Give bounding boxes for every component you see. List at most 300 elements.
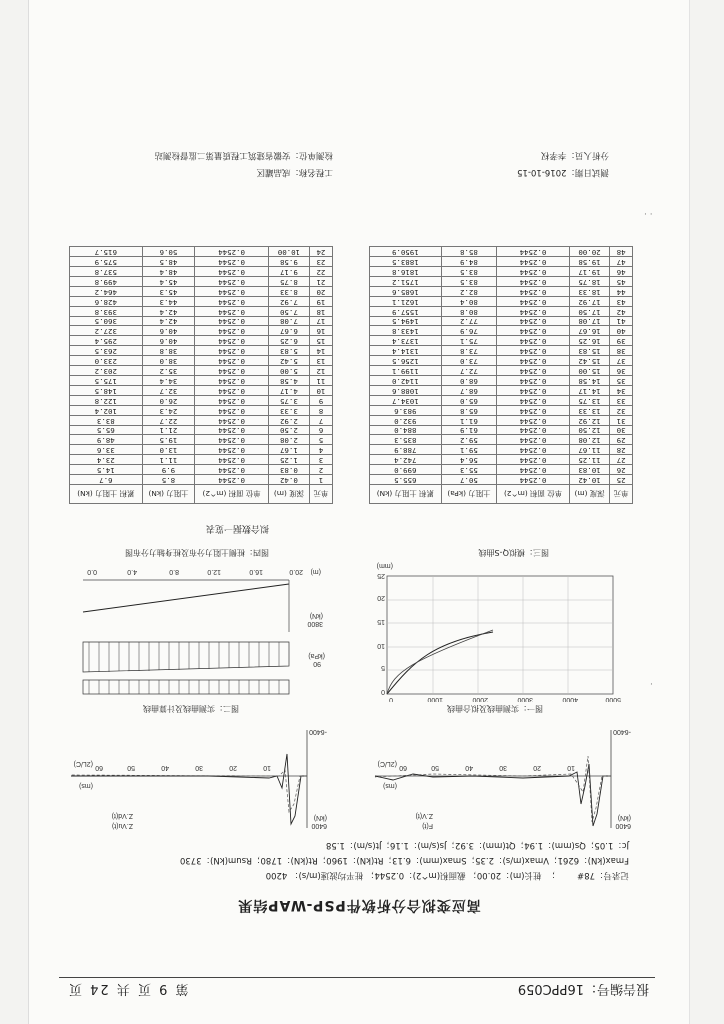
table-cell: 16.67 (569, 326, 609, 336)
table-cell: 10 (309, 385, 332, 395)
table-cell: 37 (610, 356, 633, 366)
table-cell: 84.9 (441, 257, 497, 267)
table-row (70, 366, 333, 376)
dist-side-max: 90 (313, 660, 321, 667)
table-cell: 0.2544 (195, 445, 269, 455)
dist-depth-1: 4.0 (127, 568, 137, 575)
table-cell: 6.25 (268, 336, 309, 346)
table-cell: 23 (309, 257, 332, 267)
table-cell: 17.92 (569, 296, 609, 306)
table-cell: 0.2544 (195, 247, 269, 257)
table-cell: 742.4 (370, 455, 442, 465)
table-cell: 32.7 (142, 385, 195, 395)
table-cell: 80.4 (441, 296, 497, 306)
table-cell: 45 (610, 276, 633, 286)
table-row (370, 425, 633, 435)
table-cell: 0.2544 (497, 395, 570, 405)
table-cell: 9 (309, 395, 332, 405)
table-cell: 2.92 (268, 415, 309, 425)
table-cell: 0.2544 (497, 346, 570, 356)
table-cell: 7.92 (268, 296, 309, 306)
table-cell: 1883.5 (370, 257, 442, 267)
table-cell: 15.83 (569, 346, 609, 356)
wave-measured-tick-4: 40 (161, 764, 169, 771)
table-cell: 0.2544 (497, 257, 570, 267)
table-cell: 83.5 (441, 276, 497, 286)
header-rule (59, 977, 655, 978)
table-cell: 77.2 (441, 316, 497, 326)
table-cell: 7.08 (268, 316, 309, 326)
table-cell: 20 (309, 286, 332, 296)
table-row (70, 296, 333, 306)
wave-measured-tick-2: 20 (229, 764, 237, 771)
table-cell: 1494.5 (370, 316, 442, 326)
table-cell: 7.50 (268, 306, 309, 316)
table-cell: 14.17 (569, 385, 609, 395)
wave-fit-legend-zv: Z.V(t) (415, 812, 433, 819)
table-cell: 788.9 (370, 445, 442, 455)
footer-unit: 检测单位：安徽省建筑工程质量第二监督检测站 (154, 150, 333, 160)
table-cell: 0.2544 (195, 306, 269, 316)
table-row (370, 415, 633, 425)
table-cell: 33 (610, 395, 633, 405)
wave-measured-ymax: 6400 (311, 822, 327, 829)
table-cell: 932.0 (370, 415, 442, 425)
table-cell: 1685.6 (370, 286, 442, 296)
page-title: 高应变拟合分析软件PSP-WAP结果 (237, 897, 481, 913)
table-cell: 1314.4 (370, 346, 442, 356)
footer-analyst: 分析人员：李孝权 (540, 150, 609, 160)
table-cell: 29 (610, 435, 633, 445)
table-cell: 0.2544 (195, 296, 269, 306)
table-cell: 44.3 (142, 296, 195, 306)
footer-project-label: 工程名称： (290, 167, 333, 177)
table-cell: 0.2544 (195, 455, 269, 465)
qs-chart (371, 562, 633, 702)
table-row (370, 475, 633, 485)
table-row (70, 276, 333, 286)
table-cell: 1.67 (268, 445, 309, 455)
table-row (370, 435, 633, 445)
th-right-3: 土阻力 (kPa) (441, 485, 497, 504)
table-cell: 0.2544 (497, 405, 570, 415)
table-cell: 48.9 (70, 435, 143, 445)
table-cell: 18.33 (569, 286, 609, 296)
qs-y4: 20 (377, 594, 385, 601)
table-cell: 8.5 (142, 475, 195, 485)
table-cell: 5 (309, 435, 332, 445)
table-cell: 1 (309, 475, 332, 485)
th-left-3: 土阻力 (kN) (142, 485, 195, 504)
table-cell: 12.50 (569, 425, 609, 435)
table-cell: 25 (610, 475, 633, 485)
table-cell: 76.9 (441, 326, 497, 336)
table-cell: 40.6 (142, 336, 195, 346)
table-cell: 6.7 (70, 475, 143, 485)
table-cell: 1142.0 (370, 376, 442, 386)
table-cell: 0.2544 (195, 356, 269, 366)
table-cell: 9.58 (268, 257, 309, 267)
table-cell: 68.7 (441, 385, 497, 395)
table-cell: 327.2 (70, 326, 143, 336)
table-cell: 21 (309, 276, 332, 286)
table-cell: 0.2544 (497, 366, 570, 376)
wave-fit-tick-1: 10 (567, 764, 575, 771)
table-row (370, 395, 633, 405)
table-cell: 5.83 (268, 346, 309, 356)
table-cell: 32 (610, 405, 633, 415)
wave-chart-measured (67, 704, 329, 834)
th-right-4: 累积 土阻力 (kN) (370, 485, 442, 504)
qs-y0: 0 (381, 688, 385, 695)
table-cell: 30 (610, 425, 633, 435)
table-cell: 42.4 (142, 316, 195, 326)
data-table-left (69, 246, 333, 504)
table-row (70, 376, 333, 386)
params-line-3: Jc：1.05；Qs(mm)：1.94；Qt(mm)：3.92；Js(s/m)：1.16；Jt(s/m)：1.58 (325, 840, 629, 850)
table-cell: 48 (610, 247, 633, 257)
th-left-2: 单位 面积 (m^2) (195, 485, 269, 504)
table-cell: 1433.8 (370, 326, 442, 336)
table-cell: 0.2544 (497, 276, 570, 286)
table-cell: 0.2544 (195, 425, 269, 435)
wave-measured-ymin: -6400 (309, 728, 327, 735)
table-cell: 50.7 (441, 475, 497, 485)
table-row (70, 336, 333, 346)
table-row (70, 356, 333, 366)
table-row (70, 475, 333, 485)
table-cell: 56.4 (441, 455, 497, 465)
table-cell: 73.0 (441, 356, 497, 366)
table-cell: 11.67 (569, 445, 609, 455)
wave-measured-tick-1: 10 (263, 764, 271, 771)
wave-measured-unit2: (2L/C) (73, 760, 93, 767)
table-cell: 10.00 (268, 247, 309, 257)
wave-fit-yunit: (kN) (617, 814, 631, 821)
table-cell: 14.58 (569, 376, 609, 386)
table-cell: 5.00 (268, 366, 309, 376)
table-cell: 18 (309, 306, 332, 316)
table-row (70, 286, 333, 296)
table-cell: 24 (309, 247, 332, 257)
wave-measured-tick-3: 30 (195, 764, 203, 771)
table-cell: 0.2544 (497, 465, 570, 475)
wave-fit-tick-6: 60 (399, 764, 407, 771)
table-cell: 5.42 (268, 356, 309, 366)
table-row (70, 267, 333, 277)
table-cell: 884.0 (370, 425, 442, 435)
table-cell: 42.4 (142, 306, 195, 316)
table-cell: 19.5 (142, 435, 195, 445)
table-cell: 0.42 (268, 475, 309, 485)
table-row (370, 296, 633, 306)
table-row (70, 445, 333, 455)
table-row (70, 385, 333, 395)
table-row (70, 316, 333, 326)
table-cell: 13.33 (569, 405, 609, 415)
table-cell: 575.9 (70, 257, 143, 267)
table-cell: 3 (309, 455, 332, 465)
wave-fit-tick-3: 30 (499, 764, 507, 771)
table-row (70, 455, 333, 465)
table-cell: 0.2544 (497, 415, 570, 425)
dist-chart (67, 562, 329, 702)
wave-fit-xlabel: (ms) (383, 782, 397, 789)
table-cell: 65.5 (70, 425, 143, 435)
th-right-1: 深度 (m) (569, 485, 609, 504)
wave-chart-fit (371, 704, 633, 834)
th-right-0: 单元 (610, 485, 633, 504)
wave-fit-tick-2: 20 (533, 764, 541, 771)
table-cell: 44 (610, 286, 633, 296)
table-cell: 1751.2 (370, 276, 442, 286)
table-row (70, 405, 333, 415)
table-cell: 14 (309, 346, 332, 356)
table-cell: 33.6 (70, 445, 143, 455)
table-cell: 0.2544 (497, 425, 570, 435)
side-resistance-bars (83, 642, 289, 672)
qs-caption: 图三：模拟Q-S曲线 (478, 548, 549, 557)
table-row (370, 405, 633, 415)
table-cell: 0.2544 (497, 296, 570, 306)
th-left-4: 累积 土阻力 (kN) (70, 485, 143, 504)
table-cell: 0.2544 (195, 276, 269, 286)
table-cell: 40.6 (142, 326, 195, 336)
wave-measured-legend-zv: Z.Vu(t) (111, 822, 133, 829)
table-cell: 175.5 (70, 376, 143, 386)
qs-y1: 5 (381, 664, 385, 671)
wave-fit-ymin: -6400 (613, 728, 631, 735)
table-cell: 24.3 (142, 405, 195, 415)
page-header (59, 982, 655, 1002)
table-cell: 26 (610, 465, 633, 475)
table-cell: 148.5 (70, 385, 143, 395)
table-cell: 83.3 (70, 415, 143, 425)
footer-date: 测试日期：2016-10-15 (517, 167, 609, 177)
table-row (370, 326, 633, 336)
table-cell: 0.2544 (195, 286, 269, 296)
wave-fit-tick-5: 50 (431, 764, 439, 771)
qs-x1: 1000 (427, 696, 443, 702)
table-title: 拟合数据一览表 (205, 523, 269, 533)
table-cell: 2.08 (268, 435, 309, 445)
table-row (70, 306, 333, 316)
table-cell: 9.9 (142, 465, 195, 475)
wave-fit-tick-4: 40 (465, 764, 473, 771)
table-cell: 34 (610, 385, 633, 395)
table-cell: 0.2544 (195, 465, 269, 475)
table-cell: 0.2544 (497, 385, 570, 395)
table-cell: 8.75 (268, 276, 309, 286)
table-cell: 0.2544 (497, 267, 570, 277)
table-cell: 4 (309, 445, 332, 455)
table-cell: 0.2544 (497, 336, 570, 346)
table-cell: 0.2544 (497, 435, 570, 445)
table-cell: 699.0 (370, 465, 442, 475)
dist-svg (67, 562, 329, 702)
table-cell: 0.2544 (195, 385, 269, 395)
table-cell: 38.0 (142, 356, 195, 366)
table-row (370, 465, 633, 475)
th-left-0: 单元 (309, 485, 332, 504)
table-cell: 35.2 (142, 366, 195, 376)
qs-x0: 0 (389, 696, 393, 702)
table-cell: 0.2544 (497, 376, 570, 386)
margin-mark-2: · (650, 680, 653, 690)
table-cell: 65.8 (441, 405, 497, 415)
wave-fit-caption: 图一：实测曲线及拟合曲线 (447, 704, 543, 713)
table-row (370, 455, 633, 465)
table-cell: 537.8 (70, 267, 143, 277)
table-cell: 15.00 (569, 366, 609, 376)
table-cell: 19.17 (569, 267, 609, 277)
table-cell: 14.5 (70, 465, 143, 475)
table-cell: 1557.9 (370, 306, 442, 316)
table-cell: 20.00 (569, 247, 609, 257)
table-cell: 12.08 (569, 435, 609, 445)
table-cell: 0.2544 (195, 475, 269, 485)
table-cell: 22.7 (142, 415, 195, 425)
wave-measured-svg (67, 728, 329, 834)
params-line-2: Fmax(kN)：6261；Vmax(m/s)：2.35；Smax(mm)：6.13；Rt(kN)：1960；Rt(kN)：1780；Rsum(kN)：3730 (179, 855, 629, 865)
table-cell: 11 (309, 376, 332, 386)
table-cell: 12.92 (569, 415, 609, 425)
table-cell: 615.7 (70, 247, 143, 257)
table-row (70, 326, 333, 336)
table-cell: 1621.1 (370, 296, 442, 306)
table-cell: 0.2544 (195, 376, 269, 386)
table-cell: 983.6 (370, 405, 442, 415)
table-cell: 28 (610, 445, 633, 455)
table-cell: 4.58 (268, 376, 309, 386)
table-row (70, 257, 333, 267)
table-cell: 61.1 (441, 415, 497, 425)
table-cell: 36 (610, 366, 633, 376)
table-cell: 393.8 (70, 306, 143, 316)
table-cell: 45.4 (142, 276, 195, 286)
table-cell: 0.2544 (195, 316, 269, 326)
params-block (69, 837, 629, 882)
table-cell: 17 (309, 316, 332, 326)
table-cell: 1088.6 (370, 385, 442, 395)
table-cell: 73.8 (441, 346, 497, 356)
table-row (370, 376, 633, 386)
table-cell: 80.8 (441, 306, 497, 316)
axial-force-bars (83, 680, 289, 694)
table-cell: 0.83 (268, 465, 309, 475)
table-cell: 0.2544 (195, 366, 269, 376)
table-cell: 15.42 (569, 356, 609, 366)
table-cell: 3.75 (268, 395, 309, 405)
table-cell: 203.2 (70, 366, 143, 376)
table-cell: 8 (309, 405, 332, 415)
table-cell: 0.2544 (195, 267, 269, 277)
table-row (370, 267, 633, 277)
table-row (370, 356, 633, 366)
table-cell: 72.7 (441, 366, 497, 376)
document-page (28, 0, 690, 1024)
table-cell: 38.8 (142, 346, 195, 356)
table-cell: 499.8 (70, 276, 143, 286)
table-cell: 9.17 (268, 267, 309, 277)
dist-depth-unit: (m) (310, 568, 321, 575)
table-cell: 0.2544 (497, 316, 570, 326)
dist-depth-5: 20.0 (289, 568, 303, 575)
table-row (70, 415, 333, 425)
table-cell: 48.5 (142, 257, 195, 267)
table-row (370, 306, 633, 316)
table-cell: 82.2 (441, 286, 497, 296)
dist-axial-unit: (kN) (309, 612, 323, 619)
table-cell: 10.42 (569, 475, 609, 485)
table-cell: 18.75 (569, 276, 609, 286)
table-cell: 19 (309, 296, 332, 306)
margin-mark: · · (644, 210, 653, 220)
table-row (370, 385, 633, 395)
qs-x2: 2000 (472, 696, 488, 702)
wave-fit-svg (371, 728, 633, 834)
table-cell: 0.2544 (195, 435, 269, 445)
wave-measured-xlabel: (ms) (79, 782, 93, 789)
table-cell: 27 (610, 455, 633, 465)
table-cell: 55.3 (441, 465, 497, 475)
dist-side-unit: (kPa) (308, 652, 325, 659)
table-cell: 0.2544 (195, 405, 269, 415)
table-row (370, 247, 633, 257)
table-cell: 0.2544 (195, 415, 269, 425)
table-cell: 46 (610, 267, 633, 277)
table-cell: 42 (610, 306, 633, 316)
wave-fit-unit2: (2L/C) (377, 760, 397, 767)
dist-axial-max: 3800 (307, 620, 323, 627)
table-row (70, 425, 333, 435)
table-cell: 0.2544 (497, 306, 570, 316)
table-row (70, 435, 333, 445)
table-cell: 13.0 (142, 445, 195, 455)
table-row (70, 247, 333, 257)
table-cell: 22 (309, 267, 332, 277)
table-cell: 0.2544 (195, 336, 269, 346)
table-cell: 6.67 (268, 326, 309, 336)
table-cell: 655.5 (370, 475, 442, 485)
page-info: 第 9 页 共 24 页 (67, 981, 189, 996)
table-cell: 47 (610, 257, 633, 267)
report-no-label: 报告编号： (583, 981, 649, 996)
table-row (370, 336, 633, 346)
table-cell: 21.1 (142, 425, 195, 435)
wave-measured-yunit: (kN) (313, 814, 327, 821)
dist-depth-0: 0.0 (87, 568, 97, 575)
table-cell: 7 (309, 415, 332, 425)
table-cell: 1199.1 (370, 366, 442, 376)
report-no: 16PPC059 (517, 981, 584, 996)
th-left-1: 深度 (m) (268, 485, 309, 504)
table-cell: 83.5 (441, 267, 497, 277)
table-cell: 45.3 (142, 286, 195, 296)
table-row (70, 395, 333, 405)
table-row (370, 286, 633, 296)
dist-caption: 图四：桩侧土阻力分布及桩身轴力分布图 (125, 548, 269, 557)
table-cell: 360.5 (70, 316, 143, 326)
table-cell: 233.0 (70, 356, 143, 366)
table-cell: 40 (610, 326, 633, 336)
table-cell: 1373.4 (370, 336, 442, 346)
table-cell: 4.17 (268, 385, 309, 395)
table-cell: 1950.9 (370, 247, 442, 257)
table-cell: 16.25 (569, 336, 609, 346)
table-row (370, 276, 633, 286)
table-row (370, 346, 633, 356)
